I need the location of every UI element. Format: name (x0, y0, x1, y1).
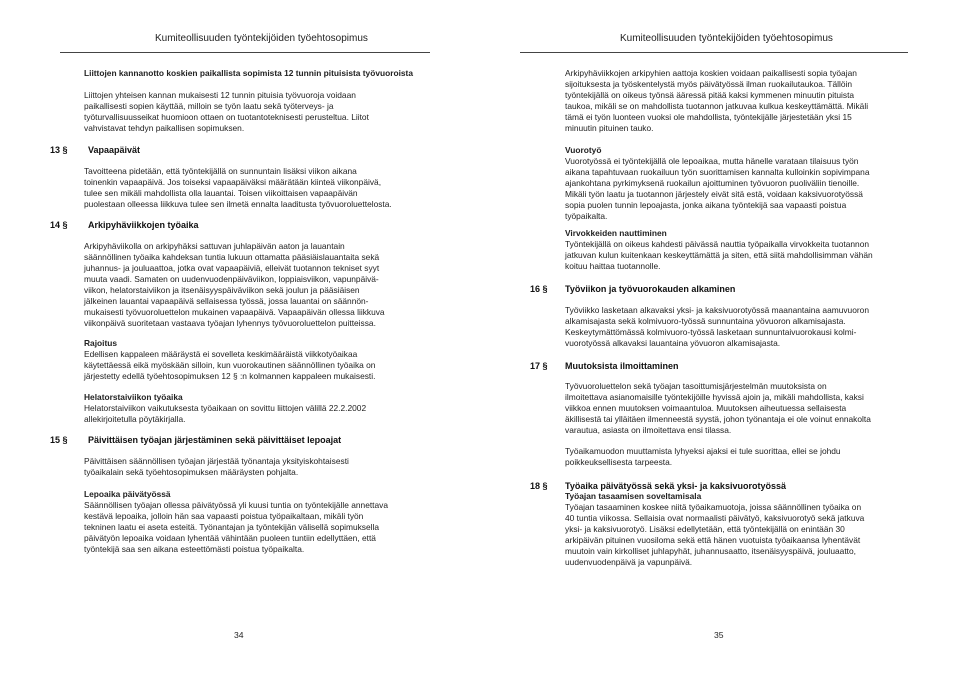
rajoitus-text: Edellisen kappaleen määräystä ei sovelleta keskimääräistä viikkotyöaikaa käytettäessä eikä myöskään silloin, kun vuorokautinen säännöllinen työaika on järjestetty edellä työehtosopimuksen 12 § :n kolmannen kappaleen mukaisesti. (84, 349, 376, 381)
helatorstai-text: Helatorstaiviikon vaikutuksesta työaikaan on sovittu liittojen välillä 22.2.2002 allekirjoitetulla pöytäkirjalla. (84, 403, 367, 424)
section-16-title: Työviikon ja työvuorokauden alkaminen (565, 284, 736, 294)
section-13-number: 13 § (50, 145, 68, 155)
section-13-title: Vapaapäivät (88, 145, 141, 155)
lepoaika-text: Säännöllisen työajan ollessa päivätyössä yli kuusi tuntia on työntekijälle annettava kestävä lepoaika, jolloin hän saa vapaasti poistua työpaikaltaan, mikäli työn tekninen laatu ei aseta esteitä. Työnantajan ja työntekijän välisellä sopimuksella päivätyön lepoaika voidaan lyhentää vähintään puoleen tuntiin edellyttäen, että työntekijä saa sen aikana esteettömästi poistua työpaikalta. (84, 500, 389, 554)
section-14-text: Arkipyhäviikolla on arkipyhäksi sattuvan juhlapäivän aaton ja lauantain säännöllinen työaika kahdeksan tuntia lukuun ottamatta pääsiäislauantaita sekä juhannus- ja jouluaattoa, jotka ovat vapaapäiviä, elleivät tuotannon tekniset syyt muuta vaadi. Samaten on uudenvuodenpäiväviikon, loppiaisviikon, vapunpäivä- viikon, helatorstaiviikon ja itsenäisyyspäiväviikon sekä joulun ja pääsiäisen jälkeinen lauantai vapaapäivä sellaisessa työssä, jossa lauantai on säännön- mukaisesti työvuoroluettelon mukainen vapaapäivä. Vapaapäivän ollessa liikkuva viikonpäivä suoritetaan vastaava työajan lyhennys työvuoroluettelon puitteissa. (84, 241, 385, 328)
virvokkeet-text: Työntekijällä on oikeus kahdesti päivässä nauttia työpaikalla virvokkeita tuotannon jatkuvan kulun kuitenkaan keskeyttämättä ja siten, että siitä mahdollisimman vähän koituu haittaa tuotannolle. (565, 239, 873, 271)
section-16-number: 16 § (530, 284, 548, 294)
left-header-rule (60, 52, 430, 53)
virvokkeet-title: Virvokkeiden nauttiminen (565, 228, 667, 238)
left-page-header: Kumiteollisuuden työntekijöiden työehtosopimus (155, 33, 368, 44)
section-15-number: 15 § (50, 435, 68, 445)
right-page (480, 0, 960, 674)
right-intro-text: Arkipyhäviikkojen arkipyhien aattoja koskien voidaan paikallisesti sopia työajan sijoituksesta ja työskentelystä myös päivätyössä ilman ruokailutaukoa. Tällöin työntekijällä on oikeus työnsä ääressä pitää kaksi kymmenen minuutin pituista taukoa, mikäli se on mahdollista tuotannon jatkuvaa kulkua keskeyttämättä. Mikäli tämä ei työn luonteen vuoksi ole mahdollista, työntekijälle järjestetään yksi 15 minuutin pituinen tauko. (565, 68, 869, 133)
vuorotyo-text: Vuorotyössä ei työntekijällä ole lepoaikaa, mutta hänelle varataan tilaisuus työn aikana tapahtuvaan ruokailuun työn suorittamisen kannalta kulloinkin sopivimpana ajankohtana pyrkimyksenä ruokailun ajoittuminen työvuoron puoliväliin tienoille. Mikäli työn laatu ja tuotannon järjestely eivät sitä estä, voidaan kaksivuorotyössä sopia puolen tunnin lepoajasta, jonka aikana työntekijä saa vapaasti poistua työpaikalta. (565, 156, 870, 221)
section-15-title: Päivittäisen työajan järjestäminen sekä päivittäiset lepoajat (88, 435, 342, 445)
section-18-subtitle: Työajan tasaamisen soveltamisala (565, 491, 702, 501)
section-18-text: Työajan tasaaminen koskee niitä työaikamuotoja, joissa säännöllinen työaika on 40 tuntia viikossa. Sellaisia ovat normaalisti päivätyö, kaksivuorotyö sekä jatkuva yksi- ja kaksivuorotyö. Lisäksi edellytetään, että työntekijällä on enintään 30 arkipäivän pituinen vuosiloma sekä että hänen vuotuista työaikaansa lyhentävät muutoin vain kirkolliset juhlapyhät, juhannusaatto, itsenäisyyspäivä, jouluaatto, uudenvuodenpäivä ja vapunpäivä. (565, 502, 865, 567)
section-17-number: 17 § (530, 361, 548, 371)
section-18-title: Työaika päivätyössä sekä yksi- ja kaksivuorotyössä (565, 481, 786, 491)
section-16-text: Työviikko lasketaan alkavaksi yksi- ja kaksivuorotyössä maanantaina aamuvuoron alkamisajasta sekä kolmivuoro-työssä sunnuntaina yövuoron alkamisajasta. Keskeytymättömässä kolmivuoro-työssä lasketaan sunnuntaivuorokausi kolmi- vuorotyössä alkavaksi lauantaina yövuoron alkamisajasta. (565, 305, 869, 348)
section-13-text: Tavoitteena pidetään, että työntekijällä on sunnuntain lisäksi viikon aikana toinenkin vapaapäivä. Jos toiseksi vapaapäiväksi määrätään kiinteä viikonpäivä, tulee sen mikäli mahdollista olla lauantai. Toisen viikoittaisen vapaapäivän puolestaan olleessa liikkuva tulee sen ilmetä ennalta laaditusta työvuoroluettelosta. (84, 166, 392, 209)
page-number-right: 35 (714, 630, 724, 640)
lepoaika-title: Lepoaika päivätyössä (84, 489, 171, 499)
section-14-title: Arkipyhäviikkojen työaika (88, 220, 199, 230)
vuorotyo-title: Vuorotyö (565, 145, 602, 155)
right-page-header: Kumiteollisuuden työntekijöiden työehtosopimus (620, 33, 833, 44)
section-14-number: 14 § (50, 220, 68, 230)
section-15-text: Päivittäisen säännöllisen työajan järjestää työnantaja yksityiskohtaisesti työaikalain sekä työehtosopimuksen määräysten pohjalta. (84, 456, 349, 477)
section-17-title: Muutoksista ilmoittaminen (565, 361, 679, 371)
section-17-text: Työvuoroluettelon sekä työajan tasoittumisjärjestelmän muutoksista on ilmoitettava asianomaisille työntekijöille hyvissä ajoin ja, mikäli mahdollista, kaksi viikkoa ennen muutoksen voimaantuloa. Muutoksen aiheutuessa sellaisesta äkillisestä tai ylläitäen ilmenneestä syystä, johon työnantaja ei ole voinut ennakolta varautua, asiasta on ilmoitettava ensi tilassa. (565, 381, 871, 435)
section-18-number: 18 § (530, 481, 548, 491)
intro-text: Liittojen yhteisen kannan mukaisesti 12 tunnin pituisia työvuoroja voidaan paikallisesti sopien käyttää, milloin se työn laatu sekä työterveys- ja työturvallisuusseikat huomioon ottaen on tuotantoteknisesti perusteltua. Liitot vahvistavat tehdyn paikallisen sopimuksen. (84, 90, 369, 133)
helatorstai-title: Helatorstaiviikon työaika (84, 392, 183, 402)
rajoitus-title: Rajoitus (84, 338, 118, 348)
page-number-left: 34 (234, 630, 244, 640)
right-header-rule (520, 52, 908, 53)
section-17-text-2: Työaikamuodon muuttamista lyhyeksi ajaksi ei tule suorittaa, ellei se johdu poikkeuksellisesta tarpeesta. (565, 446, 841, 467)
intro-title: Liittojen kannanotto koskien paikallista sopimista 12 tunnin pituisista työvuoroista (84, 68, 414, 78)
